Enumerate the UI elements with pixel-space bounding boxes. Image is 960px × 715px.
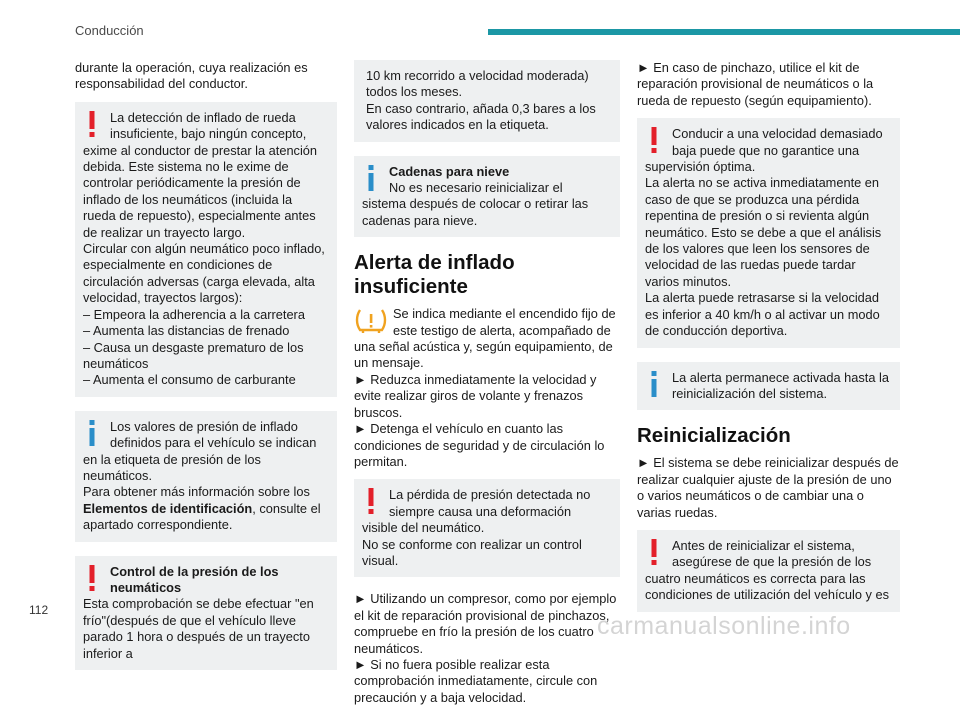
section-heading: Reinicialización xyxy=(637,424,791,448)
section-heading: Alerta de inflado insuficiente xyxy=(354,251,515,299)
warning-box xyxy=(637,530,900,612)
info-box xyxy=(637,362,900,411)
info-box xyxy=(75,411,337,542)
paragraph: durante la operación, cuya realización es responsabilidad del conductor. xyxy=(75,60,308,92)
paragraph: ► Utilizando un compresor, como por ejemplo el kit de reparación provisional de pinchazos, compruebe en frío la presión de los cuatro neumáticos. ► Si no fuera posible realizar esta comprobación inmediatamente, circule con precaución y a baja velocidad. xyxy=(354,591,617,705)
alert-paragraph xyxy=(354,306,620,470)
warning-box xyxy=(354,479,620,577)
info-text: No es necesario reinicializar el sistema después de colocar o retirar las cadenas para nieve. xyxy=(362,180,589,228)
info-text: La alerta permanece activada hasta la reinicialización del sistema. xyxy=(672,369,889,401)
alert-text: Se indica mediante el encendido fijo de este testigo de alerta, acompañado de una señal acústica y, según equipamiento, de un mensaje. ► Reduzca inmediatamente la velocidad y evite realizar giros de volante y frenazos bruscos. ► Detenga el vehículo en cuanto las condiciones de seguridad y de circulación lo permitan. xyxy=(354,306,616,469)
warning-text: Esta comprobación se debe efectuar "en frío"(después de que el vehículo lleve parado 1 hora o después de un trayecto inferior a xyxy=(83,596,314,661)
warning-text: 10 km recorrido a velocidad moderada) todos los meses. En caso contrario, añada 0,3 bares a los valores indicados en la etiqueta. xyxy=(366,68,596,133)
info-bold-ref: Elementos de identificación xyxy=(83,500,253,516)
warning-box xyxy=(75,102,337,397)
warning-box xyxy=(637,118,900,347)
page-number: 112 xyxy=(29,603,49,617)
info-title: Cadenas para nieve xyxy=(389,163,510,179)
warning-box-continued xyxy=(354,60,620,142)
info-icon xyxy=(362,164,387,195)
info-icon xyxy=(83,419,108,450)
exclamation-icon xyxy=(83,110,108,141)
paragraph: ► En caso de pinchazo, utilice el kit de reparación provisional de neumáticos o la rueda de repuesto (según equipamiento). xyxy=(637,60,874,108)
info-icon xyxy=(645,370,670,401)
info-text: Los valores de presión de inflado definidos para el vehículo se indican en la etiqueta de presión de los neumáticos. Para obtener más información sobre los Elementos de identificación, consulte el apartado correspondiente. xyxy=(83,418,321,533)
column-1 xyxy=(75,60,337,670)
warning-text: Conducir a una velocidad demasiado baja puede que no garantice una supervisión óptima. La alerta no se activa inmediatamente en caso de que se produzca una pérdida repentina de presión o si revienta algún neumático. Esto se debe a que el análisis de los valores que leen los sensores de velocidad de las ruedas puede tardar varios minutos. La alerta puede retrasarse si la velocidad es inferior a 40 km/h o al activar un modo de conducción deportiva. xyxy=(645,126,883,339)
tyre-pressure-warning-icon xyxy=(354,306,390,336)
paragraph: ► El sistema se debe reinicializar después de realizar cualquier ajuste de la presión de uno o varios neumáticos o de cambiar una o varias ruedas. xyxy=(637,455,899,520)
watermark: carmanualsonline.info xyxy=(597,612,851,640)
exclamation-icon xyxy=(83,564,108,595)
column-3 xyxy=(637,60,900,612)
exclamation-icon xyxy=(645,126,670,157)
warning-box xyxy=(75,556,337,670)
section-header: Conducción xyxy=(75,23,144,38)
warning-title: Control de la presión de los neumáticos xyxy=(110,563,279,595)
exclamation-icon xyxy=(645,538,670,569)
warning-text: Antes de reinicializar el sistema, asegúrese de que la presión de los cuatro neumáticos es correcta para las condiciones de utilización del vehículo y es xyxy=(645,537,889,603)
info-box xyxy=(354,156,620,238)
warning-text: La detección de inflado de rueda insuficiente, bajo ningún concepto, exime al conductor de prestar la atención debida. Este sistema no le exime de controlar periódicamente la presión de inflado de los neumáticos (incluida la rueda de repuesto), especialmente antes de realizar un trayecto largo. Circular con algún neumático poco inflado, especialmente en condiciones de circulación adversas (carga elevada, alta velocidad, trayectos largos): – Empeora la adherencia a la carretera – Aumenta las distancias de frenado – Causa un desgaste prematuro de los neumáticos – Aumenta el consumo de carburante xyxy=(83,109,325,388)
exclamation-icon xyxy=(362,487,387,518)
header-accent-bar xyxy=(488,29,960,35)
column-2 xyxy=(354,60,620,715)
warning-text: La pérdida de presión detectada no siempre causa una deformación visible del neumático. No se conforme con realizar un control visual. xyxy=(362,487,591,568)
